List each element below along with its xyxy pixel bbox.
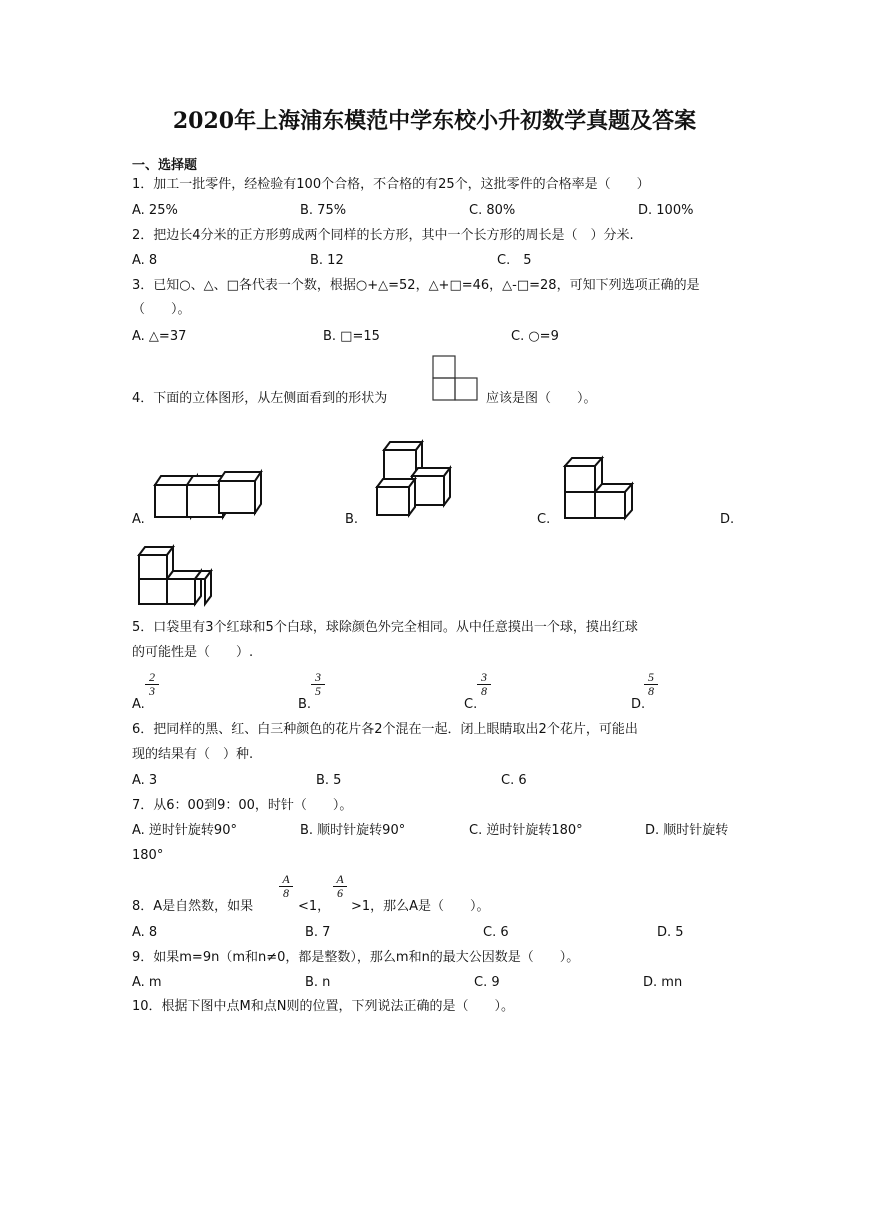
q2-option-c: C. 5 bbox=[497, 253, 532, 268]
q2-option-b: B. 12 bbox=[310, 253, 344, 268]
q7-option-d-wrap: 180° bbox=[132, 848, 164, 863]
question-9: 9．如果m=9n（m和n≠0，都是整数），那么m和n的最大公因数是（ ）。 bbox=[132, 950, 580, 965]
question-6: 6．把同样的黑、红、白三种颜色的花片各2个混在一起．闭上眼睛取出2个花片，可能出 bbox=[132, 722, 638, 737]
question-3-cont: （ ）。 bbox=[132, 302, 191, 317]
q4-option-b: B. bbox=[345, 512, 359, 527]
q7-option-b: B. 顺时针旋转90° bbox=[300, 823, 406, 838]
q1-option-b: B. 75% bbox=[300, 203, 347, 218]
q4-option-d: D. bbox=[720, 512, 735, 527]
q8-fraction-2: $\frac{A}{6}$ bbox=[333, 873, 347, 900]
q8-option-a: A. 8 bbox=[132, 925, 158, 940]
cube-figure-b bbox=[374, 440, 460, 520]
q7-option-d: D. 顺时针旋转 bbox=[645, 823, 729, 838]
q3-option-b: B. □=15 bbox=[323, 329, 380, 344]
q1-option-c: C. 80% bbox=[469, 203, 516, 218]
q6-option-b: B. 5 bbox=[316, 773, 342, 788]
side-view-figure bbox=[432, 355, 480, 403]
q9-option-a: A. m bbox=[132, 975, 162, 990]
q4-option-a: A. bbox=[132, 512, 145, 527]
page-title: 2020年上海浦东模范中学东校小升初数学真题及答案 bbox=[172, 108, 697, 134]
question-7: 7．从6：00到9：00，时针（ ）。 bbox=[132, 798, 353, 813]
q5-fraction-c: $\frac{3}{8}$ bbox=[477, 671, 491, 698]
q8-fraction-1: $\frac{A}{8}$ bbox=[279, 873, 293, 900]
cube-figure-a bbox=[150, 470, 270, 522]
q5-option-a: A. bbox=[132, 697, 145, 712]
q8-option-b: B. 7 bbox=[305, 925, 331, 940]
q9-option-c: C. 9 bbox=[474, 975, 500, 990]
q9-option-b: B. n bbox=[305, 975, 331, 990]
question-8-mid2: >1，那么A是（ ）。 bbox=[351, 899, 490, 914]
cube-figure-d bbox=[136, 545, 216, 609]
q8-option-c: C. 6 bbox=[483, 925, 509, 940]
q7-option-a: A. 逆时针旋转90° bbox=[132, 823, 237, 838]
q4-option-c: C. bbox=[537, 512, 551, 527]
q5-option-b: B. bbox=[298, 697, 312, 712]
q1-option-d: D. 100% bbox=[638, 203, 694, 218]
question-8-mid1: <1， bbox=[298, 899, 331, 914]
q5-option-c: C. bbox=[464, 697, 478, 712]
q3-option-c: C. ○=9 bbox=[511, 329, 559, 344]
q5-fraction-b: $\frac{3}{5}$ bbox=[311, 671, 325, 698]
q9-option-d: D. mn bbox=[643, 975, 683, 990]
q6-option-c: C. 6 bbox=[501, 773, 527, 788]
question-4-cont: 应该是图（ ）。 bbox=[486, 391, 597, 406]
question-3: 3．已知○、△、□各代表一个数，根据○+△=52，△+□=46，△-□=28，可知下列选项正确的是 bbox=[132, 278, 700, 293]
question-1: 1．加工一批零件，经检验有100个合格，不合格的有25个，这批零件的合格率是（ ） bbox=[132, 177, 650, 192]
question-6-cont: 现的结果有（ ）种. bbox=[132, 747, 254, 762]
cube-figure-c bbox=[562, 456, 638, 522]
q5-option-d: D. bbox=[631, 697, 646, 712]
q6-option-a: A. 3 bbox=[132, 773, 158, 788]
question-5: 5．口袋里有3个红球和5个白球，球除颜色外完全相同。从中任意摸出一个球，摸出红球 bbox=[132, 620, 638, 635]
question-5-cont: 的可能性是（ ）. bbox=[132, 645, 254, 660]
q8-option-d: D. 5 bbox=[657, 925, 684, 940]
question-4: 4．下面的立体图形，从左侧面看到的形状为 bbox=[132, 391, 388, 406]
question-10: 10．根据下图中点M和点N则的位置，下列说法正确的是（ ）。 bbox=[132, 999, 514, 1014]
section-heading: 一、选择题 bbox=[132, 158, 198, 173]
q7-option-c: C. 逆时针旋转180° bbox=[469, 823, 583, 838]
q5-fraction-d: $\frac{5}{8}$ bbox=[644, 671, 658, 698]
question-2: 2．把边长4分米的正方形剪成两个同样的长方形，其中一个长方形的周长是（ ）分米. bbox=[132, 228, 634, 243]
question-8: 8．A是自然数，如果 bbox=[132, 899, 254, 914]
q2-option-a: A. 8 bbox=[132, 253, 158, 268]
q3-option-a: A. △=37 bbox=[132, 329, 187, 344]
q1-option-a: A. 25% bbox=[132, 203, 178, 218]
q5-fraction-a: $\frac{2}{3}$ bbox=[145, 671, 159, 698]
